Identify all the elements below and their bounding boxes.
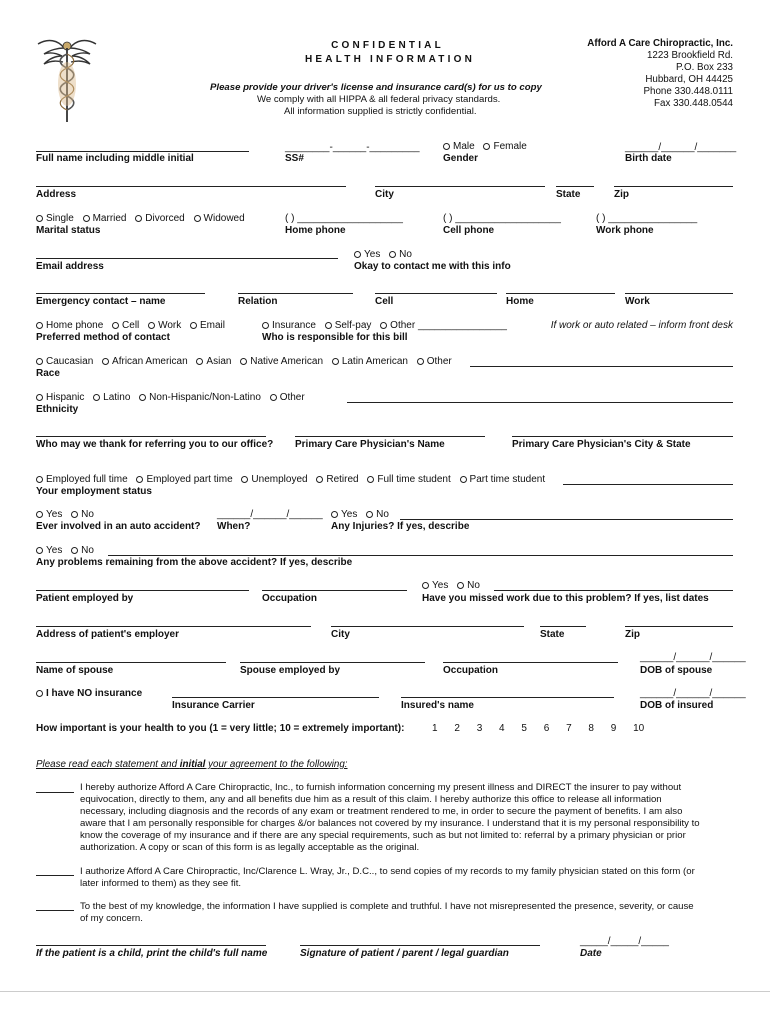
scale-option[interactable]: 1	[432, 723, 438, 734]
ethnicity-other-option[interactable]: Other	[270, 392, 305, 403]
employment-retired-option[interactable]: Retired	[316, 474, 358, 485]
employer-address-field[interactable]	[36, 626, 311, 627]
employer-city-field[interactable]	[331, 626, 524, 627]
full-name-field[interactable]	[36, 151, 249, 152]
pcp-name-label: Primary Care Physician's Name	[295, 439, 445, 450]
scale-option[interactable]: 6	[543, 723, 550, 734]
race-asian-option[interactable]: Asian	[196, 356, 231, 367]
initial-field-1[interactable]	[36, 792, 74, 793]
scale-option[interactable]: 10	[633, 723, 645, 734]
radio-icon[interactable]	[460, 476, 467, 483]
radio-icon[interactable]	[354, 251, 361, 258]
insured-dob-field[interactable]: ______/______/______	[640, 688, 746, 699]
zip-label: Zip	[614, 189, 629, 200]
radio-icon[interactable]	[93, 394, 100, 401]
injuries-field[interactable]	[400, 519, 733, 520]
contact-ok-yes-option[interactable]: Yes	[354, 249, 380, 260]
zip-field[interactable]	[614, 186, 733, 187]
address-field[interactable]	[36, 186, 346, 187]
initial-field-2[interactable]	[36, 875, 74, 876]
ss-field[interactable]: ________-______-_________	[285, 142, 420, 153]
radio-icon[interactable]	[112, 322, 119, 329]
state-field[interactable]	[556, 186, 594, 187]
employment-unemployed-option[interactable]: Unemployed	[241, 474, 307, 485]
pcp-name-field[interactable]	[295, 436, 485, 437]
ethnicity-hispanic-option[interactable]: Hispanic	[36, 392, 84, 403]
problems-field[interactable]	[108, 555, 733, 556]
form-title-line2: HEALTH INFORMATION	[305, 54, 475, 65]
missed-work-options	[422, 580, 486, 591]
marital-label: Marital status	[36, 225, 101, 236]
insured-dob-label: DOB of insured	[640, 700, 714, 711]
full-name-label: Full name including middle initial	[36, 153, 194, 164]
work-phone-label: Work phone	[596, 225, 654, 236]
scale-option[interactable]: 9	[610, 723, 617, 734]
radio-icon[interactable]	[36, 690, 43, 697]
work-auto-note: If work or auto related – inform front desk	[550, 320, 733, 331]
insured-name-field[interactable]	[401, 697, 614, 698]
problems-no-option[interactable]: No	[71, 545, 94, 556]
scale-option[interactable]: 3	[476, 723, 483, 734]
health-importance-scale	[432, 723, 644, 734]
radio-icon[interactable]	[102, 358, 109, 365]
signature-label: Signature of patient / parent / legal guardian	[300, 948, 509, 959]
gender-options	[443, 141, 533, 152]
marital-options	[36, 213, 251, 224]
radio-icon[interactable]	[190, 322, 197, 329]
emergency-work-field[interactable]	[625, 293, 733, 294]
work-phone-field[interactable]: ( ) ________________	[596, 213, 698, 224]
radio-icon[interactable]	[316, 476, 323, 483]
cell-phone-field[interactable]: ( ) ___________________	[443, 213, 561, 224]
child-name-label: If the patient is a child, print the child's full name	[36, 948, 268, 959]
statement-3: To the best of my knowledge, the information I have supplied is complete and truthful. I have not misrepresented the presence, severity, or cause of my concern.	[80, 901, 694, 924]
signature-field[interactable]	[300, 945, 540, 946]
radio-icon[interactable]	[36, 322, 43, 329]
marital-divorced-option[interactable]: Divorced	[135, 213, 184, 224]
bill-insurance-option[interactable]: Insurance	[262, 320, 316, 331]
radio-icon[interactable]	[83, 215, 90, 222]
accident-options	[36, 509, 100, 520]
date-field[interactable]: _____/_____/_____	[580, 936, 669, 947]
race-african-american-option[interactable]: African American	[102, 356, 188, 367]
emergency-cell-field[interactable]	[375, 293, 497, 294]
relation-field[interactable]	[238, 293, 353, 294]
radio-icon[interactable]	[241, 476, 248, 483]
injuries-no-option[interactable]: No	[366, 509, 389, 520]
employment-options	[36, 474, 551, 485]
clinic-phone: Phone 330.448.0111	[643, 86, 733, 97]
employment-other-field[interactable]	[563, 484, 733, 485]
statement-2: I authorize Afford A Care Chiropractic, Inc/Clarence L. Wray, Jr., D.C.., to send copies of my records to my family physician stated on this form (or later informed to them) as they see fit.	[80, 866, 695, 889]
home-phone-label: Home phone	[285, 225, 346, 236]
initial-field-3[interactable]	[36, 910, 74, 911]
radio-icon[interactable]	[389, 251, 396, 258]
radio-icon[interactable]	[196, 358, 203, 365]
spouse-employer-field[interactable]	[240, 662, 425, 663]
city-label: City	[375, 189, 394, 200]
accident-when-label: When?	[217, 521, 251, 532]
clinic-po-box: P.O. Box 233	[675, 62, 733, 73]
clinic-street: 1223 Brookfield Rd.	[646, 50, 733, 61]
missed-work-no-option[interactable]: No	[457, 580, 480, 591]
cell-phone-label: Cell phone	[443, 225, 495, 236]
employer-zip-label: Zip	[625, 629, 640, 640]
ethnicity-other-field[interactable]	[347, 402, 733, 403]
radio-icon[interactable]	[36, 394, 43, 401]
gender-male-option[interactable]: Male	[443, 141, 475, 152]
contact-cell-option[interactable]: Cell	[112, 320, 139, 331]
race-caucasian-option[interactable]: Caucasian	[36, 356, 93, 367]
accident-label: Ever involved in an auto accident?	[36, 521, 201, 532]
bill-responsible-label: Who is responsible for this bill	[262, 332, 408, 343]
contact-email-option[interactable]: Email	[190, 320, 225, 331]
ethnicity-latino-option[interactable]: Latino	[93, 392, 130, 403]
insured-name-label: Insured's name	[401, 700, 474, 711]
occupation-field[interactable]	[262, 590, 407, 591]
accident-no-option[interactable]: No	[71, 509, 94, 520]
problems-label: Any problems remaining from the above accident? If yes, describe	[36, 557, 353, 568]
scale-option[interactable]: 7	[566, 723, 572, 734]
gender-female-option[interactable]: Female	[483, 141, 526, 152]
bill-options	[262, 320, 513, 331]
employment-label: Your employment status	[36, 486, 152, 497]
radio-icon[interactable]	[36, 547, 43, 554]
contact-method-label: Preferred method of contact	[36, 332, 170, 343]
contact-ok-label: Okay to contact me with this info	[354, 261, 511, 272]
clinic-fax: Fax 330.448.0544	[654, 98, 733, 109]
spouse-dob-label: DOB of spouse	[640, 665, 713, 676]
gender-label: Gender	[443, 153, 479, 164]
health-importance-question: How important is your health to you (1 = very little; 10 = extremely important):	[36, 723, 405, 734]
contact-work-option[interactable]: Work	[148, 320, 181, 331]
radio-icon[interactable]	[135, 215, 142, 222]
emergency-work-label: Work	[625, 296, 650, 307]
marital-married-option[interactable]: Married	[83, 213, 127, 224]
scale-option[interactable]: 4	[499, 723, 505, 734]
clinic-address	[587, 38, 733, 110]
race-other-field[interactable]	[470, 366, 733, 367]
emergency-home-label: Home	[506, 296, 534, 307]
employment-part-option[interactable]: Employed part time	[136, 474, 232, 485]
city-field[interactable]	[375, 186, 545, 187]
no-insurance-option[interactable]: I have NO insurance	[36, 688, 142, 699]
contact-ok-options	[354, 249, 418, 260]
spouse-employer-label: Spouse employed by	[240, 665, 341, 676]
radio-icon[interactable]	[148, 322, 155, 329]
radio-icon[interactable]	[367, 476, 374, 483]
referral-label: Who may we thank for referring you to our office?	[36, 439, 274, 450]
occupation-label: Occupation	[262, 593, 318, 604]
spouse-name-label: Name of spouse	[36, 665, 114, 676]
email-label: Email address	[36, 261, 104, 272]
missed-work-yes-option[interactable]: Yes	[422, 580, 448, 591]
child-name-field[interactable]	[36, 945, 266, 946]
race-native-american-option[interactable]: Native American	[240, 356, 323, 367]
employer-state-field[interactable]	[540, 626, 586, 627]
accident-when-field[interactable]: ______/______/______	[217, 509, 323, 520]
state-label: State	[556, 189, 581, 200]
radio-icon[interactable]	[331, 511, 338, 518]
problems-yes-option[interactable]: Yes	[36, 545, 62, 556]
ss-label: SS#	[285, 153, 304, 164]
employment-ft-student-option[interactable]: Full time student	[367, 474, 450, 485]
ethnicity-non-option[interactable]: Non-Hispanic/Non-Latino	[139, 392, 261, 403]
email-field[interactable]	[36, 258, 338, 259]
date-label: Date	[580, 948, 602, 959]
patient-employer-label: Patient employed by	[36, 593, 134, 604]
employer-address-label: Address of patient's employer	[36, 629, 179, 640]
bill-selfpay-option[interactable]: Self-pay	[325, 320, 372, 331]
radio-icon[interactable]	[139, 394, 146, 401]
statement-1: I hereby authorize Afford A Care Chiropractic, Inc., to furnish information concerning my present illness and DIRECT the insurer to pay without equivocation, directly to them, any and all benefits due him as a result of this claim. I hereby authorize this office to release all information necessary, including diagnosis and the records of any exam or treatment rendered to me, in order to secure the payment of benefits. I am also aware that I am personally responsible for charges &/or balances not covered by my insurance. I understand that it is my personal responsibility to know the coverage of my insurance and if there are any special requirements, such as but not limited to: referral by a primary physician or prior authorization. A copy or scan of this form is as legally acceptable as the original.	[80, 782, 700, 853]
marital-single-option[interactable]: Single	[36, 213, 74, 224]
scale-option[interactable]: 2	[454, 723, 460, 734]
radio-icon[interactable]	[240, 358, 247, 365]
clinic-city: Hubbard, OH 44425	[645, 74, 733, 85]
injuries-label: Any Injuries? If yes, describe	[331, 521, 470, 532]
emergency-cell-label: Cell	[375, 296, 394, 307]
spouse-occupation-field[interactable]	[443, 662, 618, 663]
race-options	[36, 356, 458, 367]
patient-employer-field[interactable]	[36, 590, 249, 591]
radio-icon[interactable]	[325, 322, 332, 329]
contact-method-options	[36, 320, 231, 331]
ethnicity-options	[36, 392, 311, 403]
emergency-home-field[interactable]	[506, 293, 615, 294]
clinic-name: Afford A Care Chiropractic, Inc.	[587, 38, 733, 49]
hippa-text: We comply with all HIPPA & all federal privacy standards.	[257, 94, 501, 105]
form-title-line1: CONFIDENTIAL	[331, 40, 444, 51]
caduceus-logo-icon	[36, 34, 98, 124]
employment-pt-student-option[interactable]: Part time student	[460, 474, 546, 485]
confidential-text: All information supplied is strictly confidential.	[284, 106, 477, 117]
radio-icon[interactable]	[380, 322, 387, 329]
birth-date-label: Birth date	[625, 153, 672, 164]
radio-icon[interactable]	[71, 511, 78, 518]
missed-work-label: Have you missed work due to this problem? If yes, list dates	[422, 593, 709, 604]
employer-zip-field[interactable]	[625, 626, 733, 627]
problems-options	[36, 545, 100, 556]
injuries-yes-option[interactable]: Yes	[331, 509, 357, 520]
radio-icon[interactable]	[71, 547, 78, 554]
page-bottom-divider	[0, 991, 770, 992]
employment-full-option[interactable]: Employed full time	[36, 474, 128, 485]
insurance-carrier-field[interactable]	[172, 697, 379, 698]
pcp-city-label: Primary Care Physician's City & State	[512, 439, 691, 450]
contact-home-phone-option[interactable]: Home phone	[36, 320, 103, 331]
referral-field[interactable]	[36, 436, 266, 437]
radio-icon[interactable]	[36, 215, 43, 222]
radio-icon[interactable]	[422, 582, 429, 589]
injuries-options	[331, 509, 395, 520]
pcp-city-field[interactable]	[512, 436, 733, 437]
race-other-option[interactable]: Other	[417, 356, 452, 367]
radio-icon[interactable]	[417, 358, 424, 365]
statements-intro: Please read each statement and initial your agreement to the following:	[36, 759, 348, 770]
radio-icon[interactable]	[194, 215, 201, 222]
emergency-name-field[interactable]	[36, 293, 205, 294]
scale-option[interactable]: 5	[521, 723, 527, 734]
radio-icon[interactable]	[332, 358, 339, 365]
bill-other-option[interactable]: Other ________________	[380, 320, 507, 331]
marital-widowed-option[interactable]: Widowed	[194, 213, 245, 224]
radio-icon[interactable]	[262, 322, 269, 329]
radio-icon[interactable]	[136, 476, 143, 483]
radio-icon[interactable]	[483, 143, 490, 150]
scale-option[interactable]: 8	[588, 723, 594, 734]
radio-icon[interactable]	[443, 143, 450, 150]
employer-state-label: State	[540, 629, 565, 640]
instruction-text: Please provide your driver's license and insurance card(s) for us to copy	[210, 82, 542, 93]
home-phone-field[interactable]: ( ) ___________________	[285, 213, 403, 224]
contact-ok-no-option[interactable]: No	[389, 249, 412, 260]
emergency-name-label: Emergency contact – name	[36, 296, 166, 307]
radio-icon[interactable]	[36, 511, 43, 518]
missed-work-field[interactable]	[494, 590, 733, 591]
radio-icon[interactable]	[270, 394, 277, 401]
spouse-dob-field[interactable]: ______/______/______	[640, 652, 746, 663]
employer-city-label: City	[331, 629, 350, 640]
birth-date-field[interactable]: ______/______/_______	[625, 142, 737, 153]
race-label: Race	[36, 368, 60, 379]
accident-yes-option[interactable]: Yes	[36, 509, 62, 520]
race-latin-american-option[interactable]: Latin American	[332, 356, 408, 367]
radio-icon[interactable]	[36, 358, 43, 365]
ethnicity-label: Ethnicity	[36, 404, 79, 415]
radio-icon[interactable]	[457, 582, 464, 589]
relation-label: Relation	[238, 296, 278, 307]
radio-icon[interactable]	[366, 511, 373, 518]
address-label: Address	[36, 189, 77, 200]
radio-icon[interactable]	[36, 476, 43, 483]
spouse-name-field[interactable]	[36, 662, 226, 663]
insurance-carrier-label: Insurance Carrier	[172, 700, 255, 711]
spouse-occupation-label: Occupation	[443, 665, 499, 676]
